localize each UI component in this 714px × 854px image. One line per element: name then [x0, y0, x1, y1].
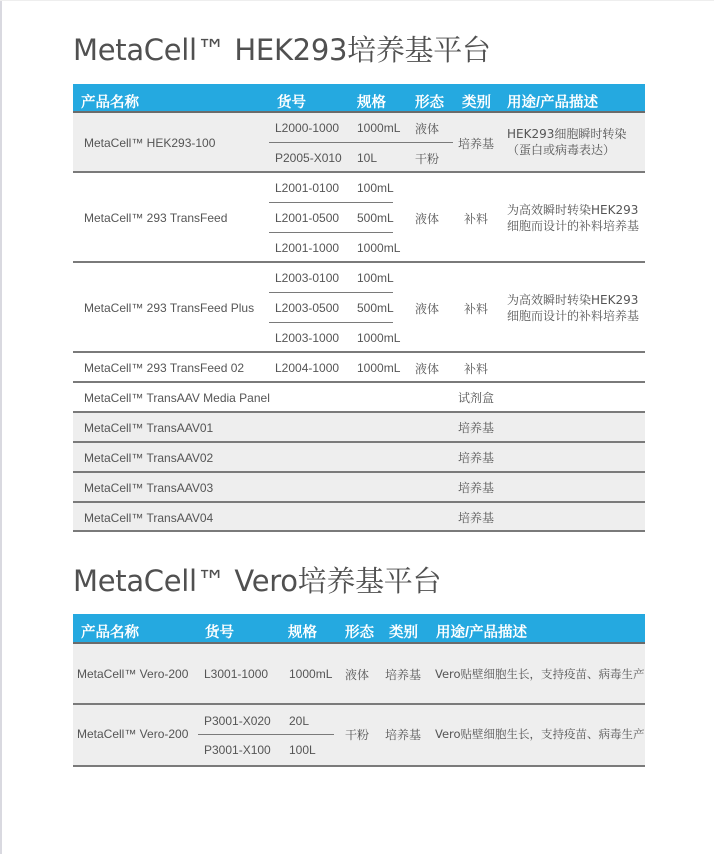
sku: L2003-0100: [275, 271, 340, 285]
category: 培养基: [385, 668, 422, 682]
page-edge-top: [0, 0, 714, 1]
spec: 1000mL: [357, 361, 401, 375]
col-header-spec: 规格: [357, 95, 386, 111]
form: 干粉: [345, 728, 370, 742]
form: 液体: [415, 302, 440, 316]
col-header-sku: 货号: [277, 95, 306, 111]
category: 培养基: [458, 451, 495, 465]
table-row: [73, 353, 645, 383]
spec: 1000mL: [289, 667, 333, 681]
sku: L2001-1000: [275, 241, 340, 255]
table-row: [73, 413, 645, 443]
category: 培养基: [458, 511, 495, 525]
table-header: [73, 614, 645, 644]
form: 干粉: [415, 152, 440, 166]
spec: 1000mL: [357, 241, 401, 255]
sub-divider: [269, 142, 453, 143]
col-header-desc: 用途/产品描述: [436, 625, 528, 641]
page-edge: [0, 0, 2, 854]
sku: L2003-0500: [275, 301, 340, 315]
col-header-name: 产品名称: [81, 625, 139, 641]
sku: P2005-X010: [275, 151, 342, 165]
col-header-sku: 货号: [205, 625, 234, 641]
product-name: MetaCell™ TransAAV02: [84, 451, 214, 465]
description: Vero贴壁细胞生长，支持疫苗、病毒生产: [435, 667, 645, 681]
product-name: MetaCell™ Vero-200: [77, 667, 189, 681]
col-header-category: 类别: [462, 95, 491, 111]
sku: L2001-0500: [275, 211, 340, 225]
description: Vero贴壁细胞生长，支持疫苗、病毒生产: [435, 727, 645, 741]
description: 为高效瞬时转染HEK293细胞而设计的补料培养基: [507, 203, 640, 233]
section-title-vero: MetaCell™ Vero培养基平台: [73, 564, 442, 598]
table-row: [73, 173, 645, 263]
category: 培养基: [458, 137, 495, 151]
category: 培养基: [458, 421, 495, 435]
product-name: MetaCell™ TransAAV01: [84, 421, 214, 435]
sku: P3001-X020: [204, 714, 271, 728]
category: 补料: [464, 302, 489, 316]
col-header-form: 形态: [415, 95, 444, 111]
col-header-form: 形态: [345, 625, 374, 641]
table-row: [73, 443, 645, 473]
col-header-name: 产品名称: [81, 95, 139, 111]
form: 液体: [415, 362, 440, 376]
sku: L2003-1000: [275, 331, 340, 345]
category: 补料: [464, 212, 489, 226]
product-name: MetaCell™ 293 TransFeed: [84, 211, 228, 225]
product-name: MetaCell™ 293 TransFeed Plus: [84, 301, 255, 315]
table-row: [73, 473, 645, 503]
spec: 1000mL: [357, 331, 401, 345]
sub-divider: [269, 322, 393, 323]
table-row: [73, 644, 645, 705]
product-name: MetaCell™ TransAAV03: [84, 481, 214, 495]
col-header-desc: 用途/产品描述: [507, 95, 599, 111]
spec: 500mL: [357, 211, 394, 225]
table-row: [73, 263, 645, 353]
sku: L2004-1000: [275, 361, 340, 375]
sub-divider: [269, 202, 393, 203]
product-name: MetaCell™ TransAAV Media Panel: [84, 391, 270, 405]
description: HEK293细胞瞬时转染（蛋白或病毒表达）: [507, 127, 627, 157]
table-header: [73, 84, 645, 113]
sub-divider: [269, 292, 393, 293]
table-row: [73, 383, 645, 413]
sku: L2001-0100: [275, 181, 340, 195]
table-row: [73, 705, 645, 767]
category: 培养基: [385, 728, 422, 742]
form: 液体: [345, 668, 370, 682]
spec: 1000mL: [357, 121, 401, 135]
sub-divider: [198, 734, 334, 735]
sku: P3001-X100: [204, 743, 271, 757]
table-row: [73, 113, 645, 173]
form: 液体: [415, 122, 440, 136]
sku: L2000-1000: [275, 121, 340, 135]
spec: 100mL: [357, 271, 394, 285]
spec: 500mL: [357, 301, 394, 315]
col-header-spec: 规格: [288, 625, 317, 641]
category: 试剂盒: [458, 391, 495, 405]
sku: L3001-1000: [204, 667, 269, 681]
table-row: [73, 503, 645, 532]
form: 液体: [415, 212, 440, 226]
product-name: MetaCell™ HEK293-100: [84, 136, 216, 150]
col-header-category: 类别: [389, 625, 418, 641]
product-name: MetaCell™ 293 TransFeed 02: [84, 361, 245, 375]
spec: 10L: [357, 151, 378, 165]
section-title-hek293: MetaCell™ HEK293培养基平台: [73, 33, 491, 67]
description: 为高效瞬时转染HEK293细胞而设计的补料培养基: [507, 293, 640, 323]
category: 培养基: [458, 481, 495, 495]
spec: 100L: [289, 743, 316, 757]
spec: 100mL: [357, 181, 394, 195]
sub-divider: [269, 232, 393, 233]
product-name: MetaCell™ TransAAV04: [84, 511, 214, 525]
category: 补料: [464, 362, 489, 376]
spec: 20L: [289, 714, 310, 728]
product-name: MetaCell™ Vero-200: [77, 727, 189, 741]
